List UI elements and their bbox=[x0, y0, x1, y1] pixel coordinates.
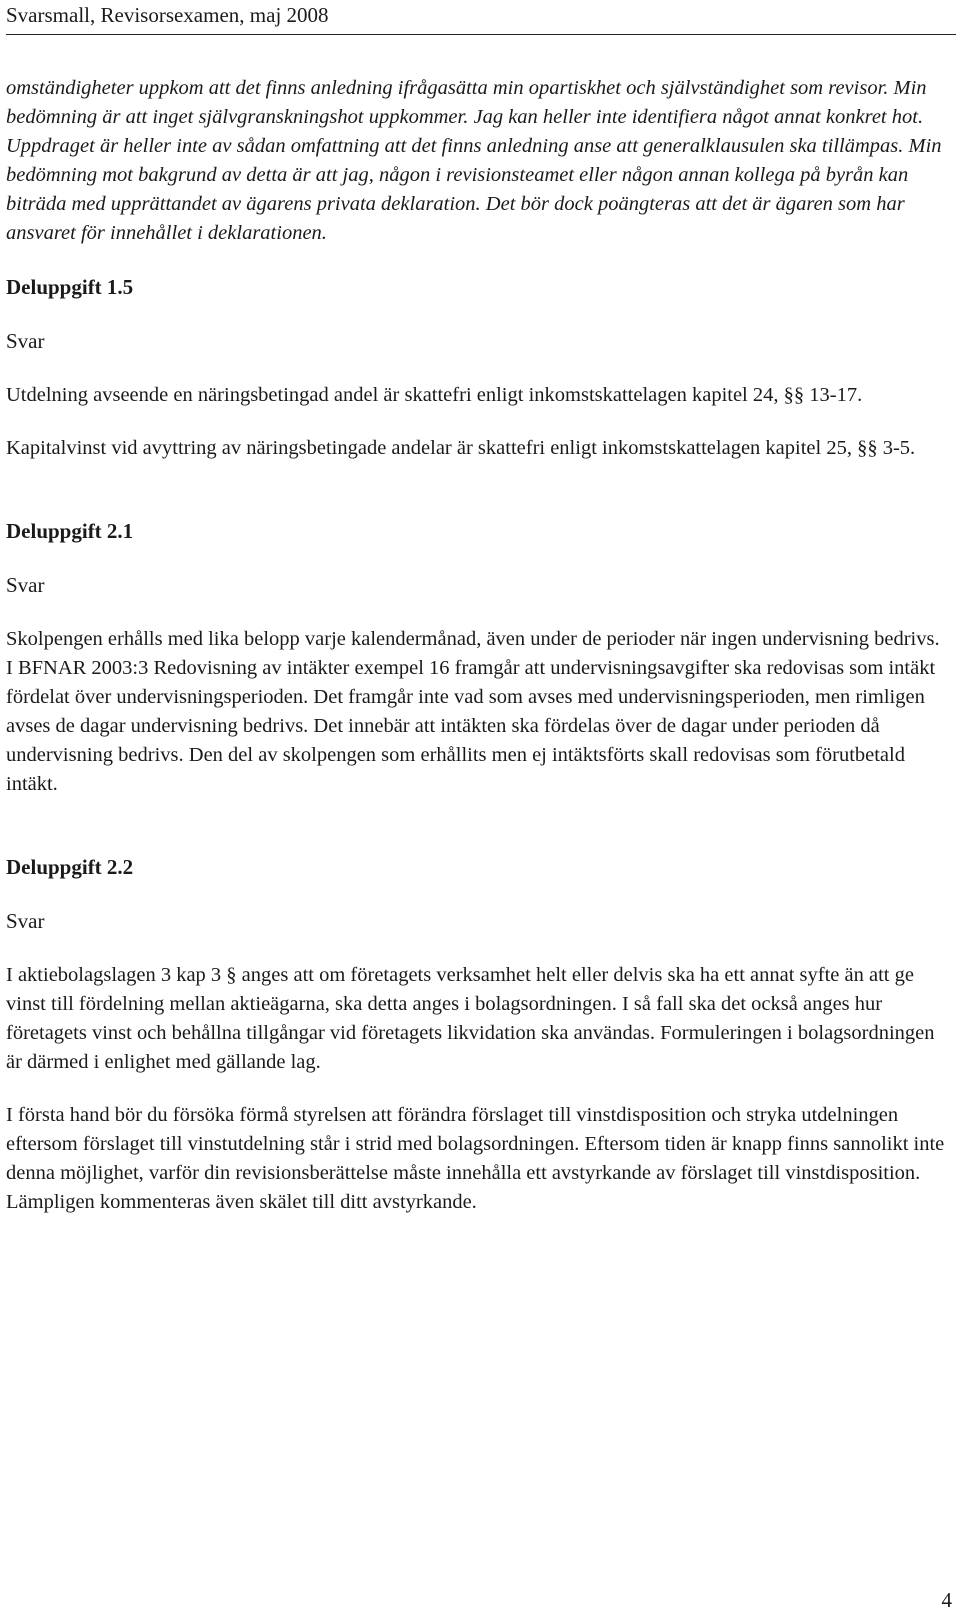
svar-label-2-2: Svar bbox=[6, 909, 45, 933]
section-heading-2-2: Deluppgift 2.2 bbox=[6, 855, 134, 879]
document-body bbox=[6, 74, 946, 1217]
document-header: Svarsmall, Revisorsexamen, maj 2008 bbox=[6, 3, 329, 27]
header-rule bbox=[6, 34, 956, 35]
section-heading-1-5: Deluppgift 1.5 bbox=[6, 275, 134, 299]
svar-label-1-5: Svar bbox=[6, 329, 45, 353]
answer-paragraph-2-2-a: I aktiebolagslagen 3 kap 3 § anges att om företagets verksamhet helt eller delvis ska ha ett annat syfte än att ge vinst till fördelning mellan aktieägarna, ska detta anges i bolagsordningen. I så fall ska det också anges hur företagets vinst och behållna tillgångar vid företagets likvidation ska användas. Formuleringen i bolagsordningen är därmed i enlighet med gällande lag. bbox=[6, 964, 935, 1073]
answer-paragraph-1-5-b: Kapitalvinst vid avyttring av näringsbetingade andelar är skattefri enligt inkomstskattelagen kapitel 25, §§ 3-5. bbox=[6, 437, 916, 459]
answer-paragraph-2-2-b: I första hand bör du försöka förmå styrelsen att förändra förslaget till vinstdisposition och stryka utdelningen eftersom förslaget till vinstutdelning står i strid med bolagsordningen. Eftersom tiden är knapp finns sannolikt inte denna möjlighet, varför din revisionsberättelse måste innehålla ett avstyrkande av förslaget till vinstdisposition. Lämpligen kommenteras även skälet till ditt avstyrkande. bbox=[6, 1104, 945, 1213]
svar-label-2-1: Svar bbox=[6, 573, 45, 597]
section-heading-2-1: Deluppgift 2.1 bbox=[6, 519, 134, 543]
page-number: 4 bbox=[941, 1588, 952, 1612]
top-paragraph: omständigheter uppkom att det finns anledning ifrågasätta min opartiskhet och självständighet som revisor. Min bedömning är att inget självgranskningshot uppkommer. Jag kan heller inte identifiera något annat konkret hot. Uppdraget är heller inte av sådan omfattning att det finns anledning anse att generalklausulen ska tillämpas. Min bedömning mot bakgrund av detta är att jag, någon i revisionsteamet eller någon annan kollega på byrån kan biträda med upprättandet av ägarens privata deklaration. Det bör dock poängteras att det är ägaren som har ansvaret för innehållet i deklarationen. bbox=[6, 77, 942, 244]
answer-paragraph-1-5-a: Utdelning avseende en näringsbetingad andel är skattefri enligt inkomstskattelagen kapitel 24, §§ 13-17. bbox=[6, 384, 863, 406]
answer-paragraph-2-1-a: Skolpengen erhålls med lika belopp varje kalendermånad, även under de perioder när ingen undervisning bedrivs. I BFNAR 2003:3 Redovisning av intäkter exempel 16 framgår att undervisningsavgifter ska redovisas som intäkt fördelat över undervisningsperioden. Det framgår inte vad som avses med undervisningsperioden, men rimligen avses de dagar undervisning bedrivs. Det innebär att intäkten ska fördelas över de dagar under perioden då undervisning bedrivs. Den del av skolpengen som erhållits men ej intäktsförts skall redovisas som förutbetald intäkt. bbox=[6, 628, 940, 795]
